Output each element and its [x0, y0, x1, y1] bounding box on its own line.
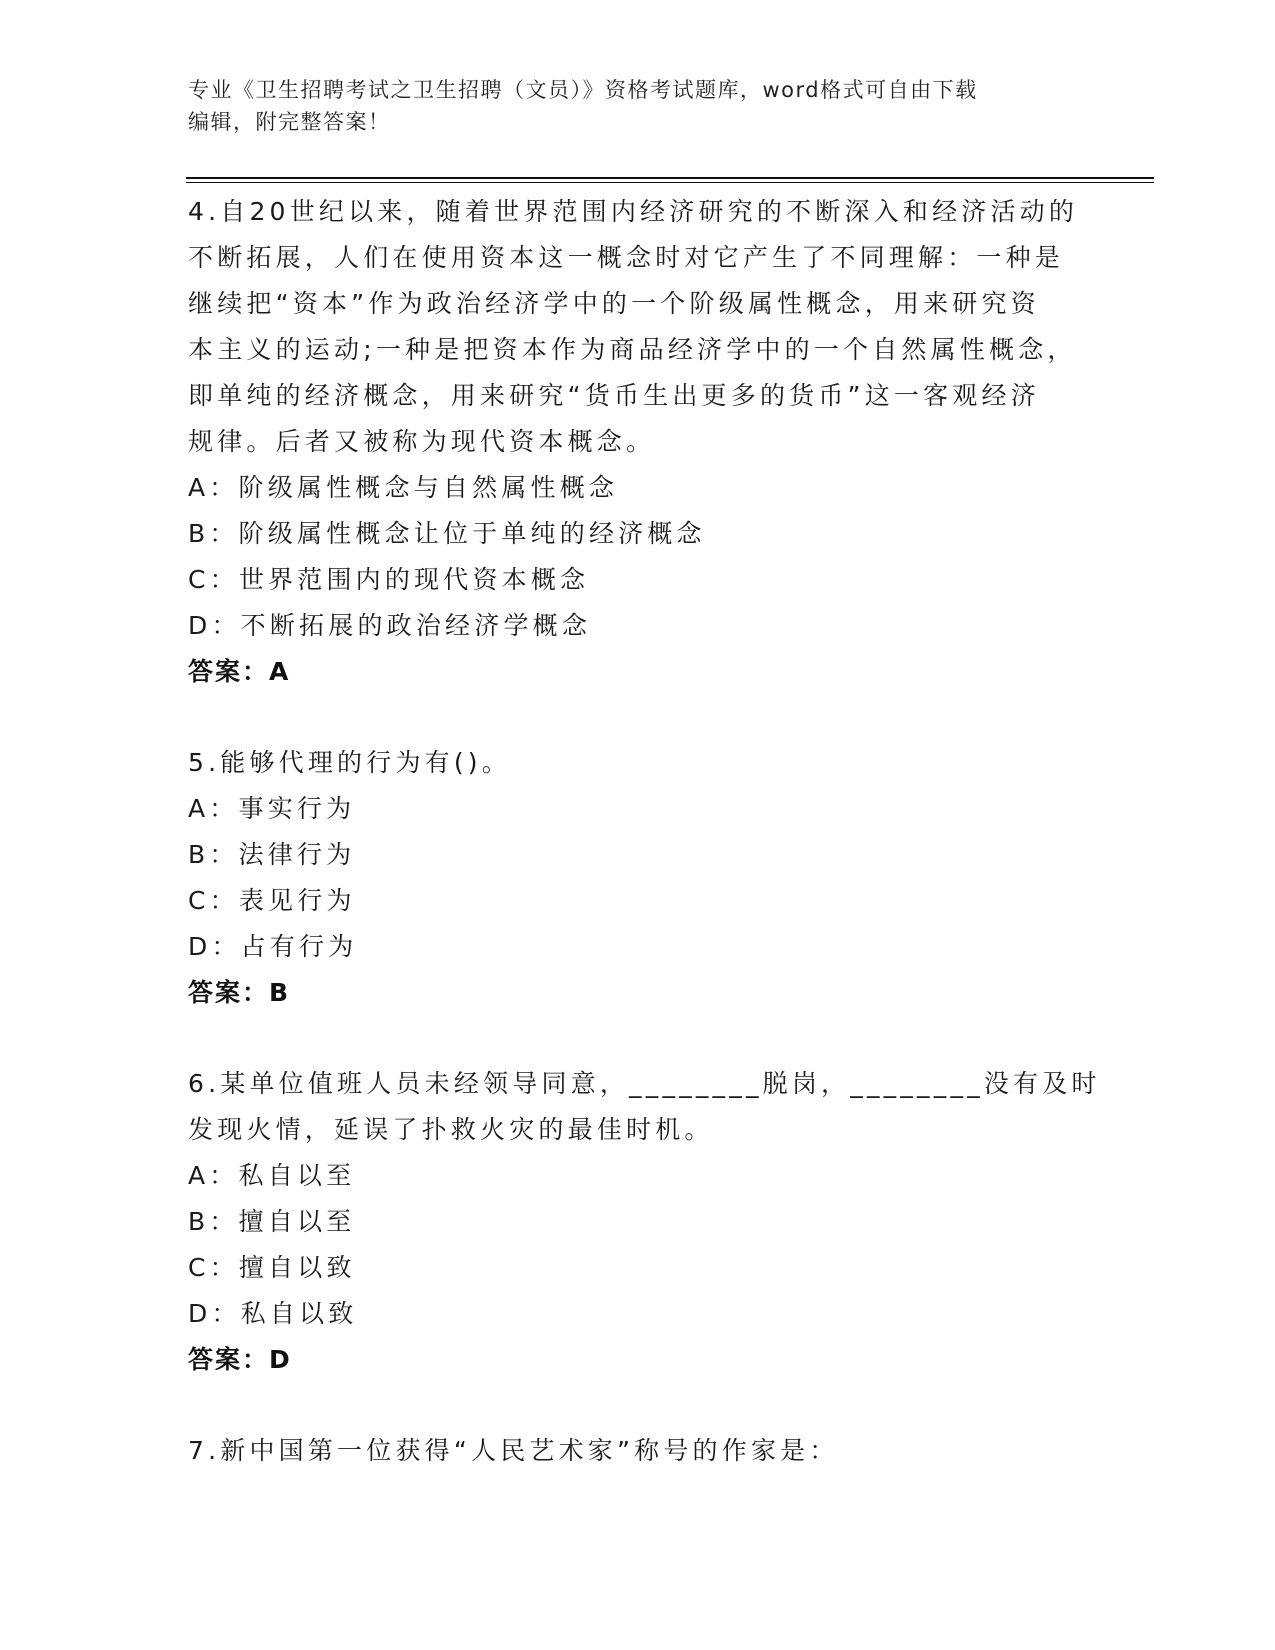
option-c: C：擅自以致	[188, 1253, 356, 1282]
option-b: B：法律行为	[188, 840, 356, 869]
header-divider-thick	[186, 177, 1154, 179]
question-spacer	[188, 695, 1088, 740]
question-4	[188, 189, 1088, 695]
question-text-line: 本主义的运动;一种是把资本作为商品经济学中的一个自然属性概念，	[188, 335, 1077, 364]
option-d: D：占有行为	[188, 932, 358, 961]
option-c: C：世界范围内的现代资本概念	[188, 565, 590, 594]
question-spacer	[188, 1383, 1088, 1428]
question-text-line: 发现火情，延误了扑救火灾的最佳时机。	[188, 1115, 714, 1144]
header-line-2: 编辑，附完整答案！	[188, 110, 391, 134]
option-d: D：不断拓展的政治经济学概念	[188, 611, 592, 640]
option-a: A：阶级属性概念与自然属性概念	[188, 473, 619, 502]
answer-label: 答案：B	[188, 978, 291, 1007]
option-b: B：擅自以至	[188, 1207, 356, 1236]
document-header	[188, 74, 1068, 138]
question-text-line: 5.能够代理的行为有()。	[188, 748, 511, 777]
header-line-1: 专业《卫生招聘考试之卫生招聘（文员）》资格考试题库，word格式可自由下载	[188, 78, 978, 102]
question-text-line: 7.新中国第一位获得“人民艺术家”称号的作家是：	[188, 1436, 839, 1465]
option-a: A：私自以至	[188, 1161, 356, 1190]
option-d: D：私自以致	[188, 1299, 358, 1328]
question-7	[188, 1428, 1088, 1474]
option-c: C：表见行为	[188, 886, 356, 915]
question-list	[188, 189, 1101, 1474]
question-text-line: 4.自20世纪以来，随着世界范围内经济研究的不断深入和经济活动的	[188, 197, 1079, 226]
question-text-line: 即单纯的经济概念，用来研究“货币生出更多的货币”这一客观经济	[188, 381, 1040, 410]
option-a: A：事实行为	[188, 794, 356, 823]
question-5	[188, 740, 1088, 1016]
answer-label: 答案：D	[188, 1345, 292, 1374]
question-6	[188, 1061, 1101, 1383]
question-text-line: 不断拓展，人们在使用资本这一概念时对它产生了不同理解：一种是	[188, 243, 1065, 272]
question-spacer	[188, 1016, 1088, 1061]
answer-label: 答案：A	[188, 657, 291, 686]
header-divider-thin	[186, 182, 1154, 183]
question-text-line: 继续把“资本”作为政治经济学中的一个阶级属性概念，用来研究资	[188, 289, 1040, 318]
option-b: B：阶级属性概念让位于单纯的经济概念	[188, 519, 706, 548]
question-text-line: 规律。后者又被称为现代资本概念。	[188, 427, 656, 456]
question-text-line: 6.某单位值班人员未经领导同意，________脱岗，________没有及时	[188, 1069, 1101, 1098]
